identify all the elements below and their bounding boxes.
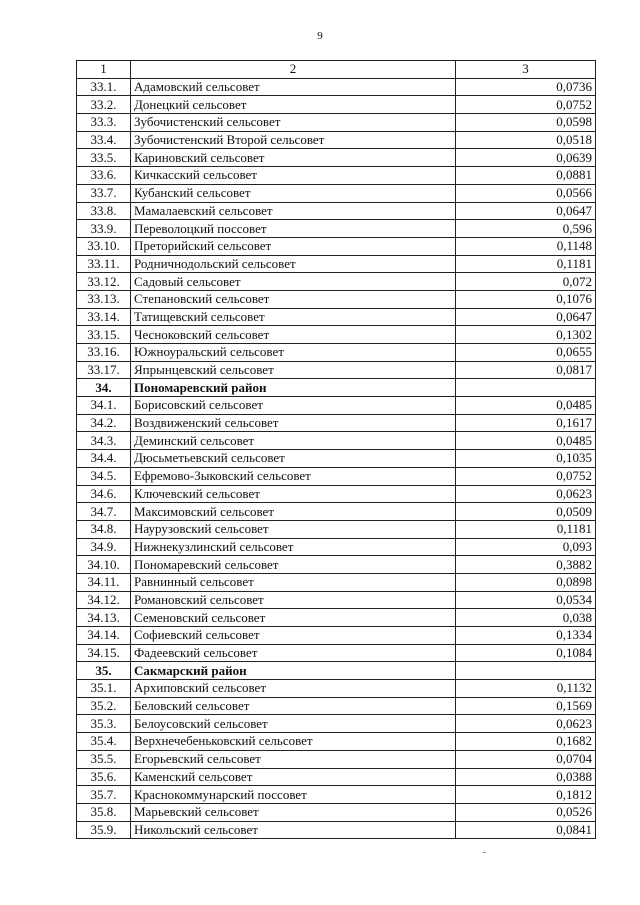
table-row <box>77 538 596 556</box>
row-number-cell: 34.4. <box>77 450 131 468</box>
row-value-cell: 0,0704 <box>456 750 596 768</box>
row-value-cell: 0,1084 <box>456 644 596 662</box>
row-value-cell: 0,1569 <box>456 697 596 715</box>
table-row <box>77 149 596 167</box>
row-value-cell: 0,596 <box>456 220 596 238</box>
row-number-cell: 33.4. <box>77 131 131 149</box>
row-number-cell: 33.13. <box>77 290 131 308</box>
row-value-cell: 0,0736 <box>456 78 596 96</box>
table-row <box>77 114 596 132</box>
row-number-cell: 34.2. <box>77 414 131 432</box>
row-number-cell: 35.8. <box>77 803 131 821</box>
row-number-cell: 33.8. <box>77 202 131 220</box>
row-number-cell: 33.16. <box>77 344 131 362</box>
table-row <box>77 821 596 839</box>
row-value-cell: 0,1035 <box>456 450 596 468</box>
row-number-cell: 34. <box>77 379 131 397</box>
row-name-cell: Воздвиженский сельсовет <box>131 414 456 432</box>
row-name-cell: Кубанский сельсовет <box>131 184 456 202</box>
allocation-table-container <box>76 60 595 839</box>
row-name-cell: Семеновский сельсовет <box>131 609 456 627</box>
row-number-cell: 34.11. <box>77 573 131 591</box>
row-name-cell: Донецкий сельсовет <box>131 96 456 114</box>
header-cell-value: 3 <box>456 61 596 79</box>
row-number-cell: 34.8. <box>77 520 131 538</box>
table-row <box>77 308 596 326</box>
row-value-cell: 0,0639 <box>456 149 596 167</box>
row-name-cell: Равнинный сельсовет <box>131 573 456 591</box>
row-value-cell: 0,1181 <box>456 520 596 538</box>
table-body <box>77 61 596 839</box>
table-row <box>77 326 596 344</box>
row-name-cell: Мамалаевский сельсовет <box>131 202 456 220</box>
row-value-cell: 0,1812 <box>456 786 596 804</box>
table-row <box>77 167 596 185</box>
table-row <box>77 503 596 521</box>
row-name-cell: Переволоцкий поссовет <box>131 220 456 238</box>
scan-artifact <box>483 852 486 853</box>
table-row <box>77 485 596 503</box>
row-value-cell: 0,1682 <box>456 733 596 751</box>
row-name-cell: Зубочистенский Второй сельсовет <box>131 131 456 149</box>
row-value-cell <box>456 662 596 680</box>
table-row <box>77 78 596 96</box>
row-number-cell: 35.2. <box>77 697 131 715</box>
row-name-cell: Борисовский сельсовет <box>131 397 456 415</box>
table-row <box>77 768 596 786</box>
row-number-cell: 34.7. <box>77 503 131 521</box>
row-value-cell: 0,1148 <box>456 237 596 255</box>
row-name-cell: Деминский сельсовет <box>131 432 456 450</box>
row-name-cell: Степановский сельсовет <box>131 290 456 308</box>
row-value-cell: 0,1334 <box>456 627 596 645</box>
row-value-cell: 0,0623 <box>456 485 596 503</box>
row-name-cell: Беловский сельсовет <box>131 697 456 715</box>
row-number-cell: 34.15. <box>77 644 131 662</box>
row-number-cell: 34.5. <box>77 467 131 485</box>
row-number-cell: 33.14. <box>77 308 131 326</box>
row-name-cell: Софиевский сельсовет <box>131 627 456 645</box>
row-name-cell: Преторийский сельсовет <box>131 237 456 255</box>
row-number-cell: 33.2. <box>77 96 131 114</box>
table-row <box>77 803 596 821</box>
table-row <box>77 591 596 609</box>
table-row <box>77 255 596 273</box>
row-name-cell: Каменский сельсовет <box>131 768 456 786</box>
row-value-cell: 0,0841 <box>456 821 596 839</box>
row-number-cell: 33.3. <box>77 114 131 132</box>
row-name-cell: Южноуральский сельсовет <box>131 344 456 362</box>
row-name-cell: Ефремово-Зыковский сельсовет <box>131 467 456 485</box>
row-value-cell: 0,0647 <box>456 308 596 326</box>
row-value-cell: 0,0598 <box>456 114 596 132</box>
row-name-cell: Адамовский сельсовет <box>131 78 456 96</box>
row-number-cell: 33.6. <box>77 167 131 185</box>
table-row <box>77 450 596 468</box>
table-row <box>77 220 596 238</box>
row-number-cell: 33.15. <box>77 326 131 344</box>
row-name-cell: Максимовский сельсовет <box>131 503 456 521</box>
row-number-cell: 35.5. <box>77 750 131 768</box>
row-value-cell: 0,0509 <box>456 503 596 521</box>
table-section-row <box>77 379 596 397</box>
row-value-cell: 0,0485 <box>456 397 596 415</box>
row-number-cell: 34.3. <box>77 432 131 450</box>
row-name-cell: Егорьевский сельсовет <box>131 750 456 768</box>
table-section-row <box>77 662 596 680</box>
row-name-cell: Кичкасский сельсовет <box>131 167 456 185</box>
table-row <box>77 397 596 415</box>
row-number-cell: 33.9. <box>77 220 131 238</box>
row-name-cell: Верхнечебеньковский сельсовет <box>131 733 456 751</box>
table-row <box>77 715 596 733</box>
row-number-cell: 35.4. <box>77 733 131 751</box>
row-value-cell: 0,0623 <box>456 715 596 733</box>
row-number-cell: 34.13. <box>77 609 131 627</box>
row-name-cell: Зубочистенский сельсовет <box>131 114 456 132</box>
row-value-cell: 0,072 <box>456 273 596 291</box>
row-value-cell: 0,0898 <box>456 573 596 591</box>
row-name-cell: Пономаревский сельсовет <box>131 556 456 574</box>
table-row <box>77 96 596 114</box>
row-number-cell: 34.1. <box>77 397 131 415</box>
row-name-cell: Татищевский сельсовет <box>131 308 456 326</box>
table-row <box>77 184 596 202</box>
row-name-cell: Краснокоммунарский поссовет <box>131 786 456 804</box>
row-number-cell: 35.9. <box>77 821 131 839</box>
table-row <box>77 414 596 432</box>
table-row <box>77 680 596 698</box>
row-name-cell: Кариновский сельсовет <box>131 149 456 167</box>
table-row <box>77 786 596 804</box>
table-row <box>77 609 596 627</box>
row-value-cell: 0,0752 <box>456 467 596 485</box>
table-row <box>77 344 596 362</box>
table-row <box>77 202 596 220</box>
table-row <box>77 520 596 538</box>
row-name-cell: Белоусовский сельсовет <box>131 715 456 733</box>
row-number-cell: 33.11. <box>77 255 131 273</box>
row-number-cell: 34.12. <box>77 591 131 609</box>
row-name-cell: Архиповский сельсовет <box>131 680 456 698</box>
row-number-cell: 33.5. <box>77 149 131 167</box>
row-value-cell: 0,0881 <box>456 167 596 185</box>
row-number-cell: 34.14. <box>77 627 131 645</box>
table-row <box>77 697 596 715</box>
header-cell-number: 1 <box>77 61 131 79</box>
row-number-cell: 33.7. <box>77 184 131 202</box>
table-row <box>77 750 596 768</box>
row-value-cell: 0,0526 <box>456 803 596 821</box>
table-row <box>77 432 596 450</box>
row-number-cell: 33.10. <box>77 237 131 255</box>
row-value-cell: 0,0817 <box>456 361 596 379</box>
row-name-cell: Ключевский сельсовет <box>131 485 456 503</box>
row-value-cell: 0,1181 <box>456 255 596 273</box>
table-row <box>77 361 596 379</box>
table-row <box>77 627 596 645</box>
row-name-cell: Фадеевский сельсовет <box>131 644 456 662</box>
row-value-cell: 0,3882 <box>456 556 596 574</box>
row-number-cell: 33.17. <box>77 361 131 379</box>
page-number: 9 <box>317 30 323 42</box>
row-value-cell: 0,0752 <box>456 96 596 114</box>
row-number-cell: 35.1. <box>77 680 131 698</box>
table-row <box>77 273 596 291</box>
row-value-cell: 0,0566 <box>456 184 596 202</box>
row-value-cell: 0,1302 <box>456 326 596 344</box>
row-number-cell: 34.10. <box>77 556 131 574</box>
row-value-cell: 0,0534 <box>456 591 596 609</box>
row-number-cell: 35.7. <box>77 786 131 804</box>
row-number-cell: 35. <box>77 662 131 680</box>
table-row <box>77 237 596 255</box>
table-row <box>77 733 596 751</box>
row-name-cell: Дюсьметьевский сельсовет <box>131 450 456 468</box>
row-name-cell: Никольский сельсовет <box>131 821 456 839</box>
row-value-cell: 0,0485 <box>456 432 596 450</box>
row-value-cell: 0,093 <box>456 538 596 556</box>
row-value-cell: 0,0388 <box>456 768 596 786</box>
row-number-cell: 34.9. <box>77 538 131 556</box>
table-row <box>77 644 596 662</box>
row-value-cell: 0,1132 <box>456 680 596 698</box>
row-name-cell: Япрынцевский сельсовет <box>131 361 456 379</box>
row-value-cell: 0,0518 <box>456 131 596 149</box>
row-value-cell: 0,1076 <box>456 290 596 308</box>
row-value-cell: 0,1617 <box>456 414 596 432</box>
row-name-cell: Родничнодольский сельсовет <box>131 255 456 273</box>
row-number-cell: 33.1. <box>77 78 131 96</box>
row-number-cell: 33.12. <box>77 273 131 291</box>
row-name-cell: Наурузовский сельсовет <box>131 520 456 538</box>
row-value-cell <box>456 379 596 397</box>
table-row <box>77 573 596 591</box>
row-value-cell: 0,0655 <box>456 344 596 362</box>
table-row <box>77 556 596 574</box>
table-header-row <box>77 61 596 79</box>
row-value-cell: 0,038 <box>456 609 596 627</box>
table-row <box>77 290 596 308</box>
row-name-cell: Марьевский сельсовет <box>131 803 456 821</box>
table-row <box>77 131 596 149</box>
header-cell-name: 2 <box>131 61 456 79</box>
row-value-cell: 0,0647 <box>456 202 596 220</box>
row-name-cell: Чесноковский сельсовет <box>131 326 456 344</box>
allocation-table <box>76 60 596 839</box>
row-name-cell: Пономаревский район <box>131 379 456 397</box>
row-number-cell: 34.6. <box>77 485 131 503</box>
row-number-cell: 35.3. <box>77 715 131 733</box>
row-name-cell: Романовский сельсовет <box>131 591 456 609</box>
row-number-cell: 35.6. <box>77 768 131 786</box>
row-name-cell: Нижнекузлинский сельсовет <box>131 538 456 556</box>
row-name-cell: Сакмарский район <box>131 662 456 680</box>
row-name-cell: Садовый сельсовет <box>131 273 456 291</box>
table-row <box>77 467 596 485</box>
